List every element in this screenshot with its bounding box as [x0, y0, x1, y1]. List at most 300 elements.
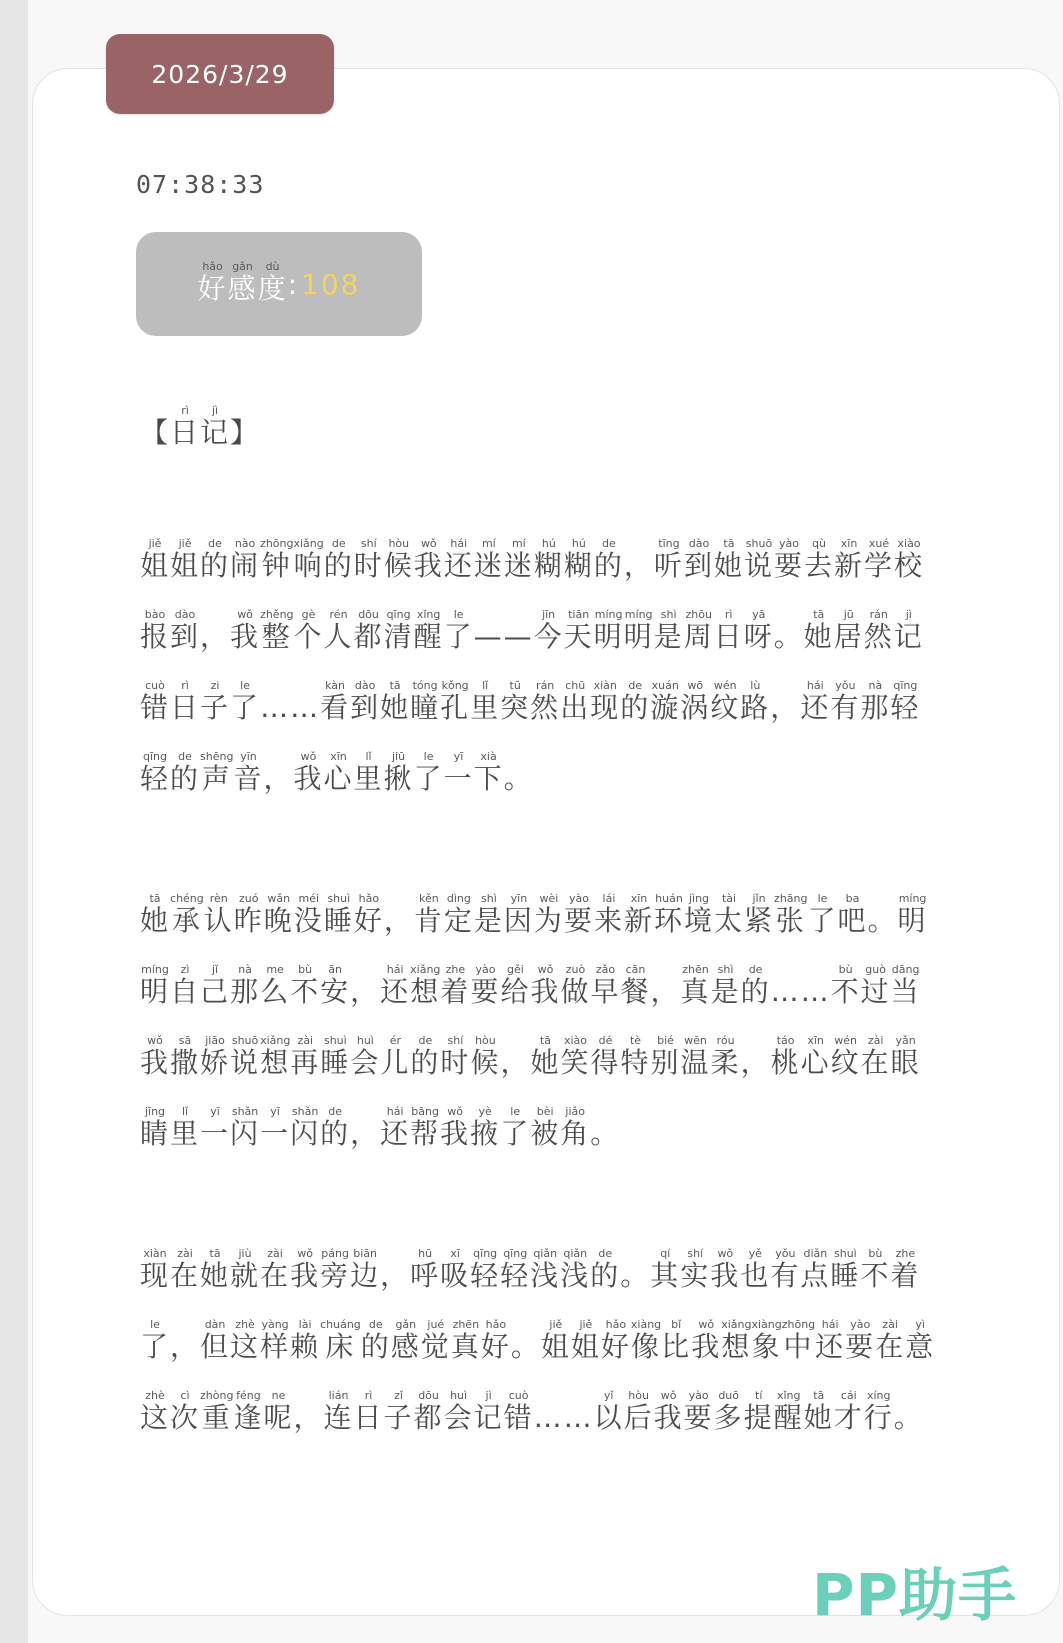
diary-char: 在zài	[260, 1247, 291, 1292]
diary-char: 她tā	[380, 679, 411, 724]
diary-char: 子zi	[200, 679, 231, 724]
punctuation: 。	[893, 1401, 924, 1434]
pinyin-annotation: xiàng	[630, 1318, 662, 1331]
diary-char: 为wèi	[533, 892, 564, 937]
pinyin-annotation: zhè	[140, 1389, 171, 1402]
pinyin-annotation: qí	[650, 1247, 681, 1260]
diary-char: 己jǐ	[200, 963, 231, 1008]
pinyin-annotation: cì	[170, 1389, 201, 1402]
diary-char: 姐jiě	[140, 537, 171, 582]
pinyin-annotation: tū	[500, 679, 531, 692]
pinyin-annotation: de	[740, 963, 771, 976]
pinyin-annotation: táo	[770, 1034, 801, 1047]
diary-char: 她tā	[713, 537, 744, 582]
pinyin-annotation: bāng	[410, 1105, 441, 1118]
diary-char: 她tā	[200, 1247, 231, 1292]
diary-char: 糊hú	[533, 537, 564, 582]
diary-char: 姐jiě	[540, 1318, 571, 1363]
pinyin-annotation: jì	[893, 608, 924, 621]
diary-char: 现xiàn	[590, 679, 621, 724]
diary-char: 紧jǐn	[744, 892, 775, 937]
diary-char: 时shí	[440, 1034, 471, 1079]
pinyin-annotation: páng	[320, 1247, 351, 1260]
diary-char: 的de	[320, 1105, 351, 1150]
diary-char: 被bèi	[530, 1105, 561, 1150]
diary-char: 定dìng	[443, 892, 474, 937]
diary-char: 出chū	[560, 679, 591, 724]
pinyin-annotation: tí	[743, 1389, 774, 1402]
diary-char: 着zhe	[890, 1247, 921, 1292]
diary-char: 纹wén	[710, 679, 741, 724]
pinyin-annotation: dào	[683, 537, 714, 550]
pinyin-annotation: zhěng	[260, 608, 294, 621]
pinyin-annotation: zài	[875, 1318, 906, 1331]
diary-char: 学xué	[864, 537, 895, 582]
pinyin-annotation: rì	[170, 404, 201, 417]
diary-char: 闹nào	[230, 537, 261, 582]
diary-char: 迷mí	[503, 537, 534, 582]
pinyin-annotation: hái	[380, 963, 411, 976]
pinyin-annotation: shì	[710, 963, 741, 976]
date-tab[interactable]	[106, 34, 334, 114]
section-char: 日rì	[170, 404, 201, 449]
punctuation: ……	[533, 1401, 594, 1434]
diary-char: 里lǐ	[170, 1105, 201, 1150]
pinyin-annotation: shuì	[320, 1034, 351, 1047]
pinyin-annotation: jiū	[383, 750, 414, 763]
pinyin-annotation: de	[620, 679, 651, 692]
pinyin-annotation: míng	[140, 963, 171, 976]
pinyin-annotation: tóng	[410, 679, 441, 692]
pinyin-annotation: hái	[380, 1105, 411, 1118]
diary-char: 报bào	[140, 608, 171, 653]
pinyin-annotation: jiù	[230, 1247, 261, 1260]
pinyin-annotation: jǐn	[744, 892, 775, 905]
diary-char: 还hái	[380, 963, 411, 1008]
pinyin-annotation: wén	[710, 679, 741, 692]
diary-char: 到dào	[170, 608, 201, 653]
time-label: 07:38:33	[136, 170, 265, 199]
diary-char: 睡shuì	[323, 892, 354, 937]
diary-char: 的de	[323, 537, 354, 582]
pinyin-annotation: huán	[653, 892, 684, 905]
punctuation: ，	[650, 975, 681, 1008]
diary-char: 还hái	[800, 679, 831, 724]
affection-label	[198, 261, 288, 307]
pinyin-annotation: hǎo	[480, 1318, 511, 1331]
diary-char: 时shí	[353, 537, 384, 582]
pinyin-annotation: de	[320, 1105, 351, 1118]
pinyin-annotation: lái	[593, 892, 624, 905]
diary-char: 音yīn	[233, 750, 264, 795]
diary-char: 记jì	[893, 608, 924, 653]
diary-char: 突tū	[500, 679, 531, 724]
pinyin-annotation: zhòng	[200, 1389, 234, 1402]
diary-char: 因yīn	[503, 892, 534, 937]
diary-char: 心xīn	[323, 750, 354, 795]
pinyin-annotation: nào	[230, 537, 261, 550]
pinyin-annotation: mí	[473, 537, 504, 550]
punctuation: ，	[170, 1330, 201, 1363]
pinyin-annotation: de	[200, 537, 231, 550]
pinyin-annotation: huì	[350, 1034, 381, 1047]
pinyin-annotation: dàn	[200, 1318, 231, 1331]
pinyin-annotation: jué	[420, 1318, 451, 1331]
punctuation: ，	[380, 1259, 411, 1292]
pinyin-annotation: lài	[290, 1318, 321, 1331]
pinyin-annotation: hái	[443, 537, 474, 550]
pinyin-annotation: shuō	[743, 537, 774, 550]
diary-char: 吸xī	[440, 1247, 471, 1292]
pinyin-annotation: zuó	[233, 892, 264, 905]
pinyin-annotation: xǐng	[773, 1389, 804, 1402]
diary-char: 我wǒ	[293, 750, 324, 795]
pinyin-annotation: xīn	[623, 892, 654, 905]
pinyin-annotation: jīn	[533, 608, 564, 621]
pinyin-annotation: gǎn	[227, 260, 258, 273]
left-edge-strip	[0, 0, 28, 1643]
pinyin-annotation: xuán	[650, 679, 681, 692]
diary-char: 下xià	[473, 750, 504, 795]
pinyin-annotation: yào	[773, 537, 804, 550]
diary-char: 多duō	[713, 1389, 744, 1434]
pinyin-annotation: shì	[473, 892, 504, 905]
diary-char: 闪shǎn	[230, 1105, 261, 1150]
pinyin-annotation: qīng	[470, 1247, 501, 1260]
date-label: 2026/3/29	[151, 59, 289, 89]
pinyin-annotation: jì	[200, 404, 231, 417]
diary-char: 响xiǎng	[293, 537, 324, 582]
pinyin-annotation: chū	[560, 679, 591, 692]
pinyin-annotation: lǐ	[170, 1105, 201, 1118]
diary-char: 了le	[413, 750, 444, 795]
diary-char: 呀yā	[743, 608, 774, 653]
diary-char: 我wǒ	[413, 537, 444, 582]
pinyin-annotation: guò	[860, 963, 891, 976]
pinyin-annotation: dào	[170, 608, 201, 621]
pinyin-annotation: zhè	[230, 1318, 261, 1331]
diary-char: 实shí	[680, 1247, 711, 1292]
diary-char: 到dào	[350, 679, 381, 724]
diary-char: 涡wō	[680, 679, 711, 724]
diary-char: 样yàng	[260, 1318, 291, 1363]
diary-char: 睡shuì	[830, 1247, 861, 1292]
punctuation: ，	[350, 1117, 381, 1150]
diary-char: 日rì	[353, 1389, 384, 1434]
diary-char: 瞳tóng	[410, 679, 441, 724]
punctuation: ，	[263, 762, 294, 795]
pinyin-annotation: hú	[563, 537, 594, 550]
diary-char: 心xīn	[800, 1034, 831, 1079]
pinyin-annotation: bào	[140, 608, 171, 621]
pinyin-annotation: xiàng	[751, 1318, 782, 1331]
pinyin-annotation: qiǎn	[530, 1247, 561, 1260]
diary-char: 么me	[260, 963, 291, 1008]
pinyin-annotation: zhēn	[680, 963, 711, 976]
pinyin-annotation: dé	[590, 1034, 621, 1047]
pinyin-annotation: zuò	[560, 963, 591, 976]
diary-char: 要yào	[773, 537, 804, 582]
diary-char: 了le	[807, 892, 838, 937]
punctuation: 。	[503, 762, 534, 795]
diary-char: 我wǒ	[691, 1318, 722, 1363]
pinyin-annotation: le	[443, 608, 474, 621]
pinyin-annotation: mí	[503, 537, 534, 550]
diary-char: 是shì	[653, 608, 684, 653]
diary-char: 有yǒu	[770, 1247, 801, 1292]
diary-char: 她tā	[530, 1034, 561, 1079]
diary-char: 早zǎo	[590, 963, 621, 1008]
pinyin-annotation: yǒu	[830, 679, 861, 692]
punctuation: 。	[867, 904, 898, 937]
diary-char: 醒xǐng	[413, 608, 444, 653]
diary-char: 里lǐ	[353, 750, 384, 795]
pinyin-annotation: gěi	[500, 963, 531, 976]
pinyin-annotation: yīn	[233, 750, 264, 763]
pinyin-annotation: yàng	[260, 1318, 291, 1331]
diary-char: 我wǒ	[230, 608, 261, 653]
diary-char: 桃táo	[770, 1034, 801, 1079]
diary-char: 我wǒ	[653, 1389, 684, 1434]
diary-char: 重zhòng	[200, 1389, 234, 1434]
pinyin-annotation: wǒ	[691, 1318, 722, 1331]
diary-char: 睛jīng	[140, 1105, 171, 1150]
diary-char: 现xiàn	[140, 1247, 171, 1292]
pinyin-annotation: xué	[864, 537, 895, 550]
diary-char: 帮bāng	[410, 1105, 441, 1150]
pinyin-annotation: yào	[845, 1318, 876, 1331]
pinyin-annotation: dāng	[890, 963, 921, 976]
pinyin-annotation: le	[500, 1105, 531, 1118]
punctuation: 。	[590, 1117, 621, 1150]
diary-char: 得dé	[590, 1034, 621, 1079]
pinyin-annotation: le	[413, 750, 444, 763]
diary-char: 过guò	[860, 963, 891, 1008]
pinyin-annotation: rì	[713, 608, 744, 621]
pinyin-annotation: yào	[470, 963, 501, 976]
pinyin-annotation: hái	[800, 679, 831, 692]
diary-char: 整zhěng	[260, 608, 294, 653]
diary-char: 都dōu	[413, 1389, 444, 1434]
pinyin-annotation: tiān	[563, 608, 594, 621]
pinyin-annotation: tā	[530, 1034, 561, 1047]
pinyin-annotation: kàn	[320, 679, 351, 692]
diary-char: 我wǒ	[440, 1105, 471, 1150]
pinyin-annotation: wǒ	[413, 537, 444, 550]
diary-char: 以yǐ	[593, 1389, 624, 1434]
diary-char: 才cái	[833, 1389, 864, 1434]
diary-char: 安ān	[320, 963, 351, 1008]
affection-char: 感gǎn	[227, 260, 258, 305]
diary-char: 里lǐ	[470, 679, 501, 724]
diary-char: 然rán	[530, 679, 561, 724]
diary-char: 肯kěn	[413, 892, 444, 937]
pinyin-annotation: yǐ	[593, 1389, 624, 1402]
pinyin-annotation: tā	[803, 608, 834, 621]
pinyin-annotation: hòu	[623, 1389, 654, 1402]
pinyin-annotation: shǎn	[230, 1105, 261, 1118]
pinyin-annotation: xīn	[800, 1034, 831, 1047]
diary-paragraph-2	[140, 885, 950, 1169]
pinyin-annotation: de	[593, 537, 624, 550]
punctuation: ，	[200, 620, 231, 653]
pinyin-annotation: tīng	[653, 537, 684, 550]
diary-char: 轻qīng	[140, 750, 171, 795]
pinyin-annotation: bù	[290, 963, 321, 976]
pinyin-annotation: de	[590, 1247, 621, 1260]
pinyin-annotation: wǎn	[263, 892, 294, 905]
pinyin-annotation: zhōu	[683, 608, 714, 621]
diary-char: 浅qiǎn	[560, 1247, 591, 1292]
punctuation: ……	[770, 975, 831, 1008]
diary-char: 要yào	[470, 963, 501, 1008]
pinyin-annotation: wǒ	[293, 750, 324, 763]
pinyin-annotation: ba	[837, 892, 868, 905]
pinyin-annotation: dìng	[443, 892, 474, 905]
pinyin-annotation: míng	[897, 892, 928, 905]
pinyin-annotation: jiě	[140, 537, 171, 550]
pinyin-annotation: de	[170, 750, 201, 763]
diary-char: 真zhēn	[680, 963, 711, 1008]
diary-char: 不bù	[860, 1247, 891, 1292]
diary-char: 觉jué	[420, 1318, 451, 1363]
diary-char: 了le	[140, 1318, 171, 1363]
diary-char: 个gè	[293, 608, 324, 653]
diary-char: 床chuáng	[320, 1318, 361, 1363]
pinyin-annotation: rèn	[203, 892, 234, 905]
diary-char: 边biān	[350, 1247, 381, 1292]
pinyin-annotation: bù	[830, 963, 861, 976]
diary-char: 我wǒ	[140, 1034, 171, 1079]
pinyin-annotation: jiāo	[200, 1034, 231, 1047]
diary-char: 真zhēn	[450, 1318, 481, 1363]
pinyin-annotation: wǒ	[290, 1247, 321, 1260]
diary-char: 的de	[620, 679, 651, 724]
diary-char: 看kàn	[320, 679, 351, 724]
pinyin-annotation: bié	[650, 1034, 681, 1047]
pinyin-annotation: xiǎng	[721, 1318, 752, 1331]
pinyin-annotation: hú	[533, 537, 564, 550]
diary-char: 意yì	[905, 1318, 936, 1363]
diary-char: 到dào	[683, 537, 714, 582]
diary-char: 张zhāng	[774, 892, 808, 937]
section-title-diary	[140, 405, 260, 451]
pinyin-annotation: jiě	[540, 1318, 571, 1331]
pinyin-annotation: zi	[200, 679, 231, 692]
pp-assistant-watermark: PP助手	[812, 1561, 1018, 1629]
diary-char: 掖yè	[470, 1105, 501, 1150]
punctuation: ——	[473, 620, 534, 653]
affection-char: 好hǎo	[197, 260, 228, 305]
pinyin-annotation: tài	[714, 892, 745, 905]
diary-char: 她tā	[803, 608, 834, 653]
pinyin-annotation: qīng	[383, 608, 414, 621]
diary-char: 好hǎo	[600, 1318, 631, 1363]
diary-char: 糊hú	[563, 537, 594, 582]
diary-char: 认rèn	[203, 892, 234, 937]
diary-char: 再zài	[290, 1034, 321, 1079]
diary-char: 的de	[590, 1247, 621, 1292]
diary-char: 的de	[170, 750, 201, 795]
diary-char: 连lián	[323, 1389, 354, 1434]
pinyin-annotation: huì	[443, 1389, 474, 1402]
pinyin-annotation: yǒu	[770, 1247, 801, 1260]
diary-char: 明míng	[897, 892, 928, 937]
affection-separator: :	[287, 267, 300, 301]
pinyin-annotation: yī	[260, 1105, 291, 1118]
diary-char: 要yào	[845, 1318, 876, 1363]
pinyin-annotation: shuì	[830, 1247, 861, 1260]
pinyin-annotation: jū	[833, 608, 864, 621]
pinyin-annotation: wǒ	[710, 1247, 741, 1260]
pinyin-annotation: jiě	[570, 1318, 601, 1331]
pinyin-annotation: dù	[257, 260, 288, 273]
diary-char: 去qù	[804, 537, 835, 582]
pinyin-annotation: ān	[320, 963, 351, 976]
diary-char: 这zhè	[230, 1318, 261, 1363]
diary-char: 想xiǎng	[260, 1034, 291, 1079]
diary-char: 了le	[230, 679, 261, 724]
pinyin-annotation: míng	[623, 608, 654, 621]
diary-char: 日rì	[713, 608, 744, 653]
punctuation: ，	[293, 1401, 324, 1434]
diary-char: 孔kǒng	[440, 679, 471, 724]
pinyin-annotation: wǒ	[653, 1389, 684, 1402]
diary-char: 钟zhōng	[260, 537, 294, 582]
pinyin-annotation: hǎo	[600, 1318, 631, 1331]
diary-char: 这zhè	[140, 1389, 171, 1434]
pinyin-annotation: zhāng	[774, 892, 808, 905]
diary-char: 天tiān	[563, 608, 594, 653]
diary-char: 然rán	[863, 608, 894, 653]
diary-char: 睡shuì	[320, 1034, 351, 1079]
punctuation: 。	[773, 620, 804, 653]
affection-char: 度dù	[257, 260, 288, 305]
diary-char: 在zài	[875, 1318, 906, 1363]
pinyin-annotation: gè	[293, 608, 324, 621]
diary-char: 娇jiāo	[200, 1034, 231, 1079]
diary-char: 次cì	[170, 1389, 201, 1434]
pinyin-annotation: nà	[230, 963, 261, 976]
diary-char: 是shì	[710, 963, 741, 1008]
pinyin-annotation: dào	[350, 679, 381, 692]
diary-char: 听tīng	[653, 537, 684, 582]
pinyin-annotation: sā	[170, 1034, 201, 1047]
diary-char: 声shēng	[200, 750, 234, 795]
diary-char: 一yī	[200, 1105, 231, 1150]
diary-char: 纹wén	[830, 1034, 861, 1079]
pinyin-annotation: shēng	[200, 750, 234, 763]
pinyin-annotation: xiǎng	[260, 1034, 291, 1047]
diary-char: 在zài	[170, 1247, 201, 1292]
diary-char: 来lái	[593, 892, 624, 937]
diary-char: 的de	[360, 1318, 391, 1363]
pinyin-annotation: tā	[380, 679, 411, 692]
diary-char: 浅qiǎn	[530, 1247, 561, 1292]
pinyin-annotation: chuáng	[320, 1318, 361, 1331]
diary-char: 我wǒ	[290, 1247, 321, 1292]
pinyin-annotation: shì	[653, 608, 684, 621]
diary-char: 那nà	[230, 963, 261, 1008]
diary-char: 点diǎn	[800, 1247, 831, 1292]
pinyin-annotation: xiàn	[140, 1247, 170, 1260]
pinyin-annotation: zhe	[890, 1247, 921, 1260]
diary-char: 就jiù	[230, 1247, 261, 1292]
punctuation: ，	[770, 691, 801, 724]
diary-char: 温wēn	[680, 1034, 711, 1079]
pinyin-annotation: hū	[410, 1247, 441, 1260]
pinyin-annotation: bù	[860, 1247, 891, 1260]
